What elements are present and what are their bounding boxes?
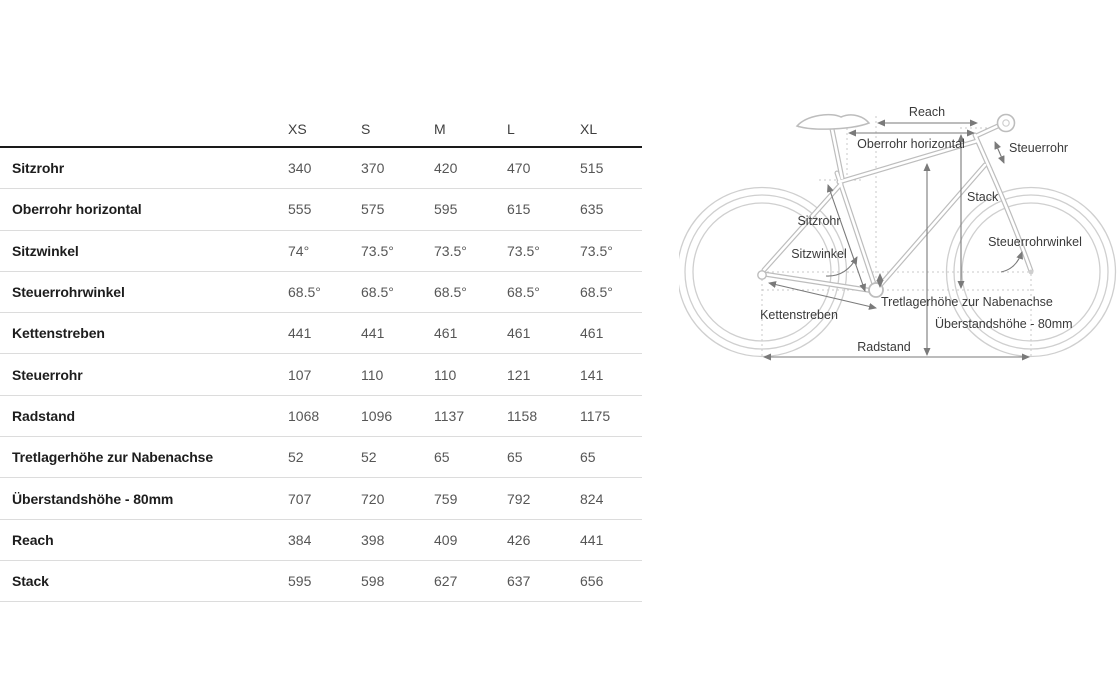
cell-value: 441 <box>580 531 604 548</box>
size-column-header: M <box>434 120 446 137</box>
cell-value: 1068 <box>288 407 320 424</box>
cell-value: 759 <box>434 490 458 507</box>
cell-value: 398 <box>361 531 385 548</box>
sitzrohr-label: Sitzrohr <box>797 214 841 228</box>
cell-value: 420 <box>434 160 458 177</box>
cell-value: 656 <box>580 573 604 590</box>
cell-value: 340 <box>288 160 312 177</box>
cell-value: 637 <box>507 573 531 590</box>
row-label: Tretlagerhöhe zur Nabenachse <box>12 449 214 466</box>
cell-value: 384 <box>288 531 312 548</box>
row-label: Kettenstreben <box>12 325 105 342</box>
cell-value: 792 <box>507 490 531 507</box>
steuerrohrwinkel-label: Steuerrohrwinkel <box>988 235 1082 249</box>
row-label: Sitzwinkel <box>12 242 79 259</box>
steuerrohrwinkel-arc <box>1001 252 1022 272</box>
cell-value: 555 <box>288 201 312 218</box>
cell-value: 1175 <box>580 407 611 424</box>
cell-value: 73.5° <box>507 242 540 259</box>
row-label: Oberrohr horizontal <box>12 201 142 218</box>
tretlagerhoehe-label: Tretlagerhöhe zur Nabenachse <box>881 295 1053 309</box>
cell-value: 1096 <box>361 407 393 424</box>
cell-value: 65 <box>434 449 450 466</box>
size-column-header: L <box>507 120 515 137</box>
sitzwinkel-label: Sitzwinkel <box>791 247 847 261</box>
bike-geometry-diagram <box>679 85 1119 385</box>
table-row <box>0 354 642 395</box>
table-row <box>0 478 642 519</box>
cell-value: 598 <box>361 573 385 590</box>
kettenstreben-label: Kettenstreben <box>760 308 838 322</box>
size-column-header: XS <box>288 120 307 137</box>
row-label: Überstandshöhe - 80mm <box>12 490 174 507</box>
dimension-labels <box>760 105 1082 354</box>
cell-value: 627 <box>434 573 458 590</box>
cell-value: 65 <box>507 449 523 466</box>
table-row <box>0 272 642 313</box>
radstand-label: Radstand <box>857 340 911 354</box>
cell-value: 68.5° <box>580 284 613 301</box>
row-label: Sitzrohr <box>12 160 65 177</box>
steuerrohr-arrow <box>995 142 1004 163</box>
cell-value: 595 <box>434 201 458 218</box>
row-label: Stack <box>12 573 49 590</box>
cell-value: 720 <box>361 490 385 507</box>
cell-value: 107 <box>288 366 312 383</box>
cell-value: 409 <box>434 531 458 548</box>
table-row <box>0 148 642 189</box>
cell-value: 824 <box>580 490 604 507</box>
cell-value: 426 <box>507 531 531 548</box>
cell-value: 515 <box>580 160 604 177</box>
cell-value: 110 <box>361 366 384 383</box>
cell-value: 461 <box>580 325 604 342</box>
cell-value: 52 <box>288 449 304 466</box>
cell-value: 707 <box>288 490 312 507</box>
handlebar-grip <box>998 115 1015 132</box>
cell-value: 370 <box>361 160 385 177</box>
cell-value: 575 <box>361 201 385 218</box>
cell-value: 68.5° <box>507 284 540 301</box>
table-row <box>0 313 642 354</box>
cell-value: 595 <box>288 573 312 590</box>
cell-value: 68.5° <box>288 284 321 301</box>
cell-value: 73.5° <box>434 242 467 259</box>
geometry-table-header <box>0 111 642 148</box>
oberrohr-label: Oberrohr horizontal <box>857 137 965 151</box>
table-row <box>0 396 642 437</box>
cell-value: 141 <box>580 366 604 383</box>
table-row <box>0 231 642 272</box>
table-row <box>0 189 642 230</box>
cell-value: 1158 <box>507 407 538 424</box>
cell-value: 68.5° <box>361 284 394 301</box>
rear-dropout <box>758 271 766 279</box>
cell-value: 635 <box>580 201 604 218</box>
stack-label: Stack <box>967 190 999 204</box>
cell-value: 110 <box>434 366 457 383</box>
reach-label: Reach <box>908 105 946 119</box>
cell-value: 74° <box>288 242 310 259</box>
geometry-table <box>0 111 642 602</box>
cell-value: 470 <box>507 160 531 177</box>
front-axle <box>1029 270 1034 275</box>
cell-value: 52 <box>361 449 377 466</box>
cell-value: 615 <box>507 201 531 218</box>
table-row <box>0 561 642 602</box>
table-row <box>0 520 642 561</box>
cell-value: 65 <box>580 449 596 466</box>
cell-value: 1137 <box>434 407 465 424</box>
row-label: Reach <box>12 531 54 548</box>
size-column-header: S <box>361 120 371 137</box>
cell-value: 68.5° <box>434 284 467 301</box>
size-column-header: XL <box>580 120 598 137</box>
row-label: Steuerrohr <box>12 366 83 383</box>
cell-value: 73.5° <box>580 242 613 259</box>
row-label: Radstand <box>12 407 75 424</box>
ueberstandshoehe-label: Überstandshöhe - 80mm <box>935 317 1073 331</box>
table-row <box>0 437 642 478</box>
cell-value: 441 <box>361 325 385 342</box>
cell-value: 73.5° <box>361 242 394 259</box>
cell-value: 461 <box>434 325 458 342</box>
saddle <box>797 115 869 129</box>
steuerrohr-label: Steuerrohr <box>1009 141 1069 155</box>
cell-value: 461 <box>507 325 531 342</box>
row-label: Steuerrohrwinkel <box>12 284 125 301</box>
cell-value: 121 <box>507 366 531 383</box>
cell-value: 441 <box>288 325 312 342</box>
